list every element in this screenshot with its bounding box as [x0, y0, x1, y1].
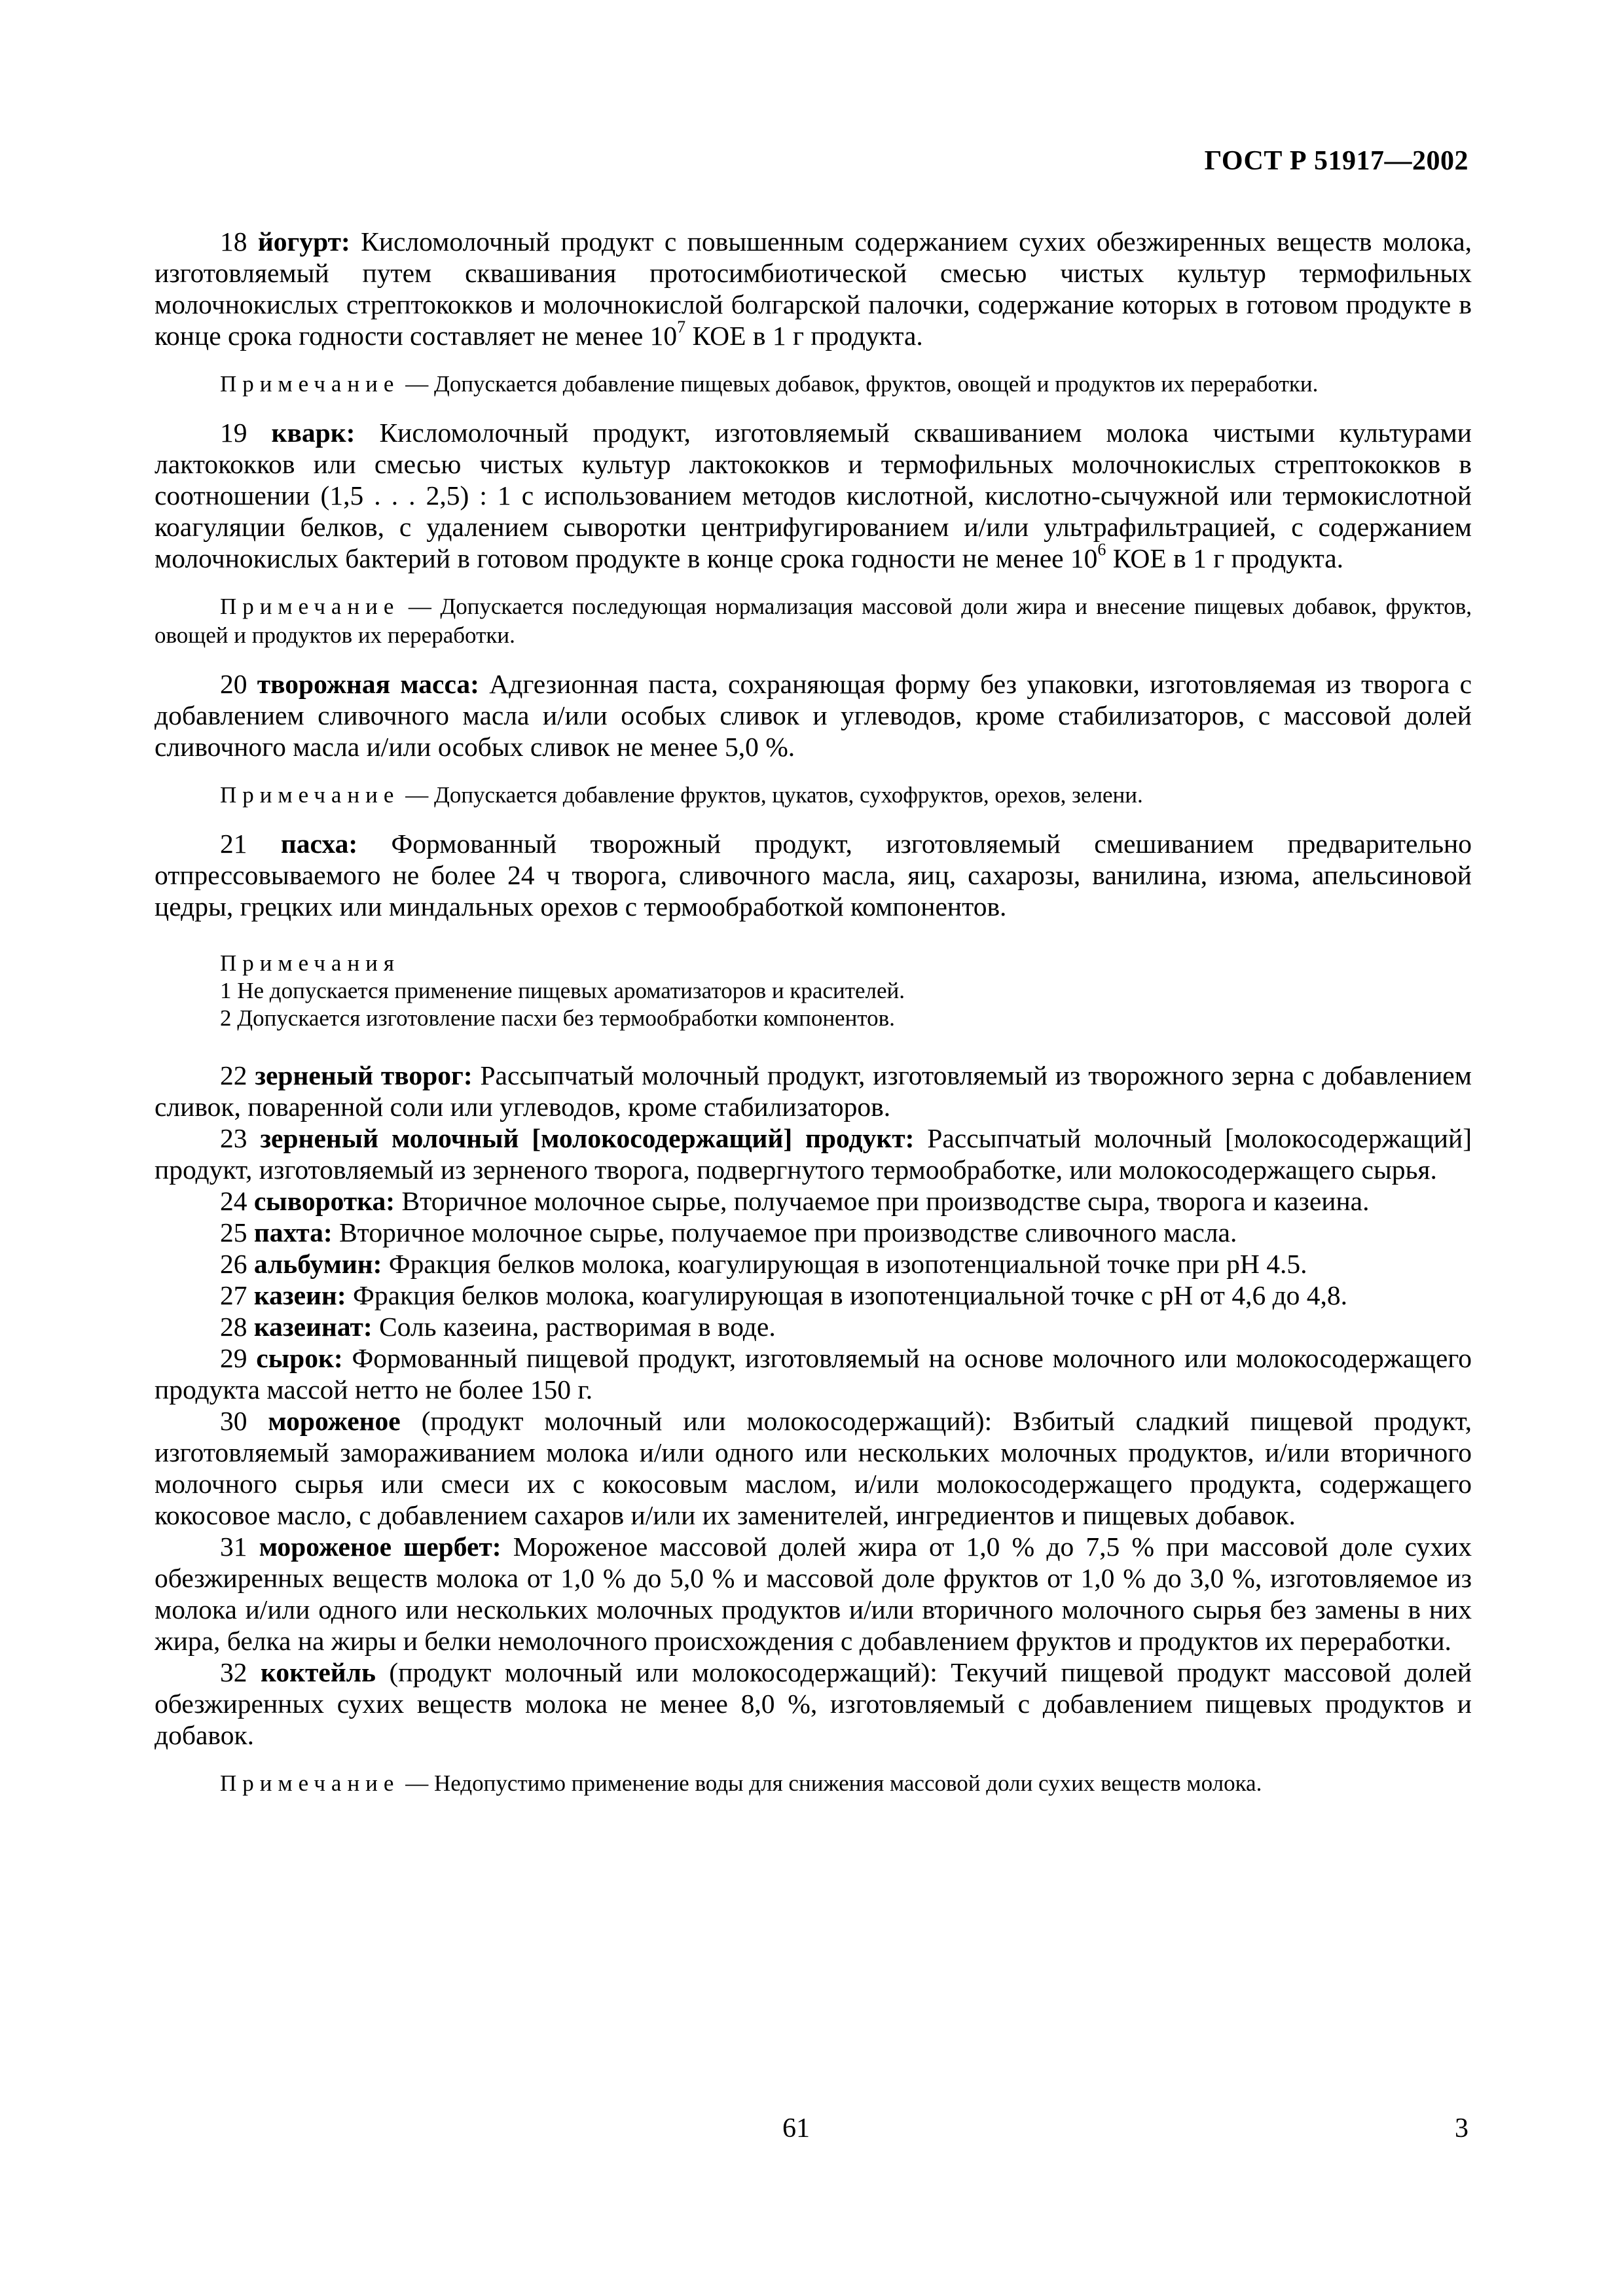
entry-24: [155, 1185, 1472, 1217]
entry-term: йогурт:: [257, 226, 350, 257]
entry-23: [155, 1122, 1472, 1185]
entry-text: Фракция белков молока, коагулирующая в изопотенциальной точке с pH от 4,6 до 4,8.: [346, 1280, 1348, 1310]
entry-number: 24: [220, 1186, 247, 1216]
entry-number: 31: [220, 1532, 247, 1562]
entry-term: казеинат:: [253, 1312, 373, 1342]
entry-term: казеин:: [253, 1280, 346, 1310]
entry-text: Рассыпчатый молочный продукт, изготовляемый из творожного зерна с добавлением сливок, поваренной соли или углеводов, кроме стабилизаторов.: [155, 1060, 1472, 1122]
note-19: [155, 592, 1472, 650]
entry-19: [155, 417, 1472, 574]
entry-26: [155, 1248, 1472, 1280]
entry-text-end: КОЕ в 1 г продукта.: [1106, 543, 1344, 573]
entry-term: кварк:: [271, 418, 356, 448]
note-20: [155, 781, 1472, 810]
note-text: — Допускается добавление пищевых добавок, фруктов, овощей и продуктов их переработки.: [399, 371, 1319, 397]
page-number-center: 61: [782, 2113, 810, 2144]
entry-number: 18: [220, 226, 247, 257]
entry-text: Адгезионная паста, сохраняющая форму без упаковки, изготовляемая из творога с добавлением сливочного масла и/или особых сливок и углеводов, кроме стабилизаторов, с массовой долей сливочного масла и/или особых сливок не менее 5,0 %.: [155, 669, 1472, 762]
note-21-item-1: 1 Не допускается применение пищевых ароматизаторов и красителей.: [220, 978, 905, 1003]
note-label: Примечание: [220, 594, 400, 619]
entry-text: Формованный творожный продукт, изготовляемый смешиванием предварительно отпрессовываемого не более 24 ч творога, сливочного масла, яиц, сахарозы, ванилина, изюма, апельсиновой цедры, грецких или миндальных орехов с термообработкой компонентов.: [155, 829, 1472, 922]
entry-term: коктейль: [260, 1657, 376, 1687]
entry-number: 25: [220, 1217, 247, 1247]
entry-term: творожная масса:: [257, 669, 479, 699]
entry-number: 30: [220, 1406, 247, 1436]
entry-text-end: КОЕ в 1 г продукта.: [685, 321, 923, 351]
entry-term: пахта:: [253, 1217, 333, 1247]
entry-25: [155, 1217, 1472, 1248]
entry-text: Рассыпчатый молочный [молокосодержащий] продукт, изготовляемый из зерненого творога, подвергнутого термообработке, или молокосодержащего сырья.: [155, 1123, 1472, 1185]
note-text: — Допускается последующая нормализация массовой доли жира и внесение пищевых добавок, фруктов, овощей и продуктов их переработки.: [155, 594, 1472, 648]
entry-number: 22: [220, 1060, 247, 1090]
entry-22: [155, 1060, 1472, 1122]
entry-text: Вторичное молочное сырье, получаемое при производстве сливочного масла.: [332, 1217, 1237, 1247]
note-21-item-2: 2 Допускается изготовление пасхи без термообработки компонентов.: [220, 1005, 895, 1031]
note-text: — Допускается добавление фруктов, цукатов, сухофруктов, орехов, зелени.: [399, 782, 1143, 808]
entry-text: (продукт молочный или молокосодержащий): Взбитый сладкий пищевой продукт, изготовляемый замораживанием молока и/или одного или нескольких молочных продуктов, и/или вторичного молочного сырья или смеси их с кокосовым маслом, и/или молокосодержащего продукта, содержащего кокосовое масло, с добавлением сахаров и/или их заменителей, ингредиентов и пищевых добавок.: [155, 1406, 1472, 1530]
exponent: 7: [677, 317, 686, 337]
entry-number: 23: [220, 1123, 247, 1153]
entry-term: мороженое: [268, 1406, 401, 1436]
entry-27: [155, 1280, 1472, 1311]
page-number-right: 3: [1455, 2113, 1468, 2144]
exponent: 6: [1097, 540, 1106, 560]
note-label: Примечание: [220, 371, 400, 397]
entry-term: сырок:: [256, 1343, 343, 1373]
entry-21: [155, 828, 1472, 922]
entry-text: Формованный пищевой продукт, изготовляемый на основе молочного или молокосодержащего продукта массой нетто не более 150 г.: [155, 1343, 1472, 1405]
entry-text: Соль казеина, растворимая в воде.: [372, 1312, 776, 1342]
note-18: [155, 370, 1472, 399]
document-header: ГОСТ Р 51917—2002: [1204, 146, 1468, 176]
note-label: Примечание: [220, 782, 400, 808]
document-body: [155, 226, 1472, 1798]
entry-20: [155, 668, 1472, 762]
entry-text: Кисломолочный продукт, изготовляемый сквашиванием молока чистыми культурами лактококков или смесью чистых культур лактококков и термофильных молочнокислых стрептококков в соотношении (1,5 . . . 2,5) : 1 с использованием методов кислотной, кислотно-сычужной или термокислотной коагуляции белков, с удалением сыворотки центрифугированием и/или ультрафильтрацией, с содержанием молочнокислых бактерий в готовом продукте в конце срока годности не менее 10: [155, 418, 1472, 573]
entry-18: [155, 226, 1472, 351]
entry-number: 29: [220, 1343, 247, 1373]
entry-term: зерненый творог:: [255, 1060, 473, 1090]
entry-28: [155, 1311, 1472, 1342]
notes-heading: Примечания: [220, 950, 401, 976]
entry-term: сыворотка:: [253, 1186, 395, 1216]
entry-text: (продукт молочный или молокосодержащий): Текучий пищевой продукт массовой долей обезжиренных сухих веществ молока не менее 8,0 %, изготовляемый с добавлением пищевых продуктов и добавок.: [155, 1657, 1472, 1750]
entry-number: 20: [220, 669, 247, 699]
entry-30: [155, 1405, 1472, 1531]
entry-number: 28: [220, 1312, 247, 1342]
entry-text: Мороженое массовой долей жира от 1,0 % до 7,5 % при массовой доле сухих обезжиренных веществ молока от 1,0 % до 5,0 % и массовой доле фруктов от 1,0 % до 3,0 %, изготовляемое из молока и/или одного или нескольких молочных продуктов и/или вторичного молочного сырья без замены в них жира, белка на жиры и белки немолочного происхождения с добавлением фруктов и продуктов их переработки.: [155, 1532, 1472, 1656]
entry-number: 27: [220, 1280, 247, 1310]
entry-text: Вторичное молочное сырье, получаемое при производстве сыра, творога и казеина.: [395, 1186, 1370, 1216]
entry-number: 26: [220, 1249, 247, 1279]
entry-term: пасха:: [280, 829, 358, 859]
entry-term: зерненый молочный [молокосодержащий] продукт:: [260, 1123, 915, 1153]
entry-29: [155, 1342, 1472, 1405]
entry-term: мороженое шербет:: [259, 1532, 501, 1562]
entry-31: [155, 1531, 1472, 1657]
entry-number: 19: [220, 418, 247, 448]
entry-text: Кисломолочный продукт с повышенным содержанием сухих обезжиренных веществ молока, изготовляемый путем сквашивания протосимбиотической смесью чистых культур термофильных молочнокислых стрептококков и молочнокислой болгарской палочки, содержание которых в готовом продукте в конце срока годности составляет не менее 10: [155, 226, 1472, 351]
entry-32: [155, 1657, 1472, 1751]
entry-number: 32: [220, 1657, 247, 1687]
entry-number: 21: [220, 829, 247, 859]
note-32: [155, 1769, 1472, 1798]
entry-term: альбумин:: [253, 1249, 382, 1279]
note-text: — Недопустимо применение воды для снижения массовой доли сухих веществ молока.: [399, 1770, 1262, 1796]
entry-text: Фракция белков молока, коагулирующая в изопотенциальной точке при pH 4.5.: [382, 1249, 1307, 1279]
note-label: Примечание: [220, 1770, 400, 1796]
